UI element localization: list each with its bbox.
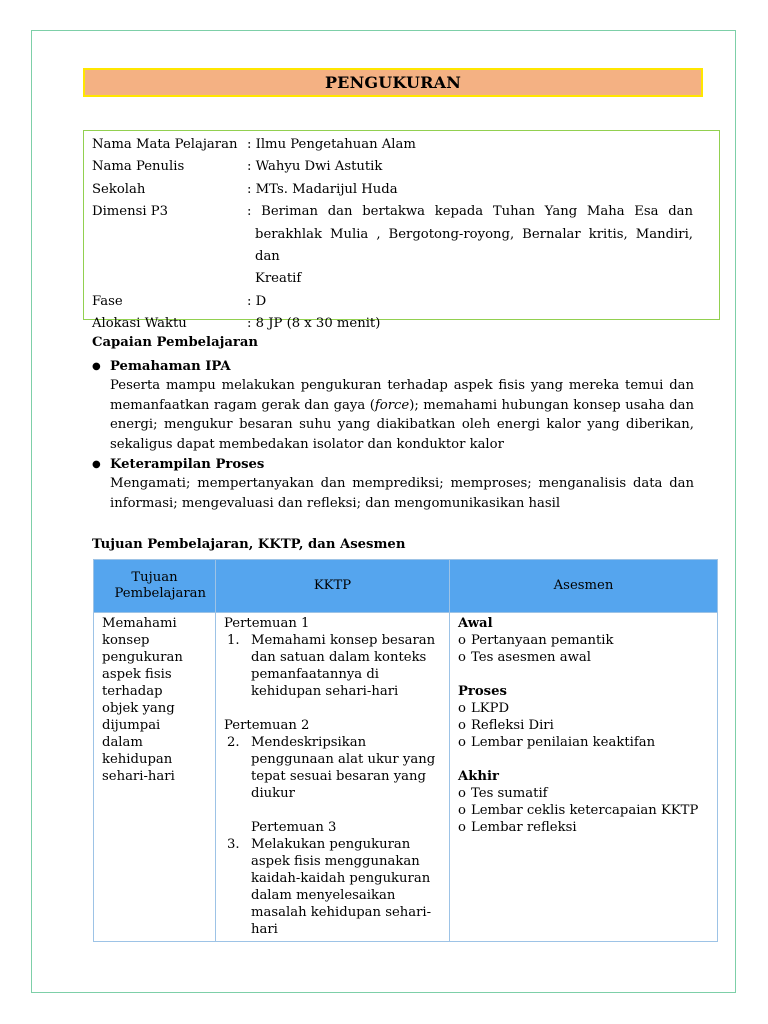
kktp-text: Memahami konsep besaran dan satuan dalam konteks pemanfaatannya di kehidupan sehari-hari (251, 633, 436, 699)
header-kktp: KKTP (216, 560, 450, 613)
info-value: : Wahyu Dwi Astutik (247, 159, 383, 175)
info-row-subject (92, 134, 693, 156)
asesmen-item (458, 717, 711, 734)
spacer (224, 802, 443, 819)
tujuan-cell (94, 613, 216, 942)
meeting-label: Pertemuan 1 (224, 616, 310, 631)
asesmen-heading: Akhir (458, 769, 499, 784)
info-value: : 8 JP (8 x 30 menit) (247, 316, 381, 332)
capaian-item (92, 357, 694, 454)
info-value: : MTs. Madarijul Huda (247, 181, 398, 197)
info-label: Fase (92, 293, 123, 309)
circle-bullet-icon: o (458, 650, 466, 665)
bullet-icon: ● (92, 361, 101, 372)
asesmen-item (458, 632, 711, 649)
kktp-text: Melakukan pengukuran aspek fisis menggunakan kaidah-kaidah pengukuran dalam menyelesaikan masalah kehidupan sehari-hari (251, 837, 432, 937)
asesmen-item (458, 785, 711, 802)
info-row-dimension (92, 201, 693, 291)
asesmen-heading: Awal (458, 616, 493, 631)
kktp-text: Mendeskripsikan penggunaan alat ukur yang tepat sesuai besaran yang diukur (251, 735, 436, 801)
kktp-item (224, 632, 443, 700)
kktp-cell (216, 613, 450, 942)
info-row-school (92, 179, 693, 201)
page-title: PENGUKURAN (83, 68, 703, 97)
asesmen-heading: Proses (458, 684, 507, 699)
info-value: : Beriman dan bertakwa kepada Tuhan Yang Maha Esa dan (247, 204, 693, 220)
kktp-num: 1. (227, 633, 240, 648)
text-part: ); memahami hubungan konsep usaha dan energi; mengukur besaran suhu yang diakibatkan oleh energi kalor yang diberikan, sekaligus dapat membedakan isolator dan konduktor kalor (110, 397, 694, 452)
info-box (83, 130, 720, 332)
asesmen-item (458, 700, 711, 717)
text-part: Peserta mampu melakukan pengukuran terhadap aspek fisis yang mereka temui dan memanfaatkan ragam gerak dan gaya ( (110, 378, 694, 413)
kktp-item (224, 836, 443, 938)
tujuan-table (93, 559, 718, 942)
kktp-num: 2. (227, 735, 240, 750)
asesmen-item (458, 802, 711, 819)
circle-bullet-icon: o (458, 820, 466, 835)
spacer (458, 751, 711, 768)
capaian-section (92, 333, 694, 514)
asesmen-item-text: Refleksi Diri (471, 718, 554, 733)
info-row-author (92, 156, 693, 178)
info-label: Nama Mata Pelajaran (92, 137, 238, 152)
meeting-label: Pertemuan 3 (251, 820, 337, 835)
capaian-item-title: Keterampilan Proses (110, 457, 265, 473)
asesmen-item-text: Pertanyaan pemantik (471, 633, 614, 648)
info-value-block (247, 201, 693, 291)
circle-bullet-icon: o (458, 701, 466, 716)
header-asesmen: Asesmen (450, 560, 718, 613)
info-label: Dimensi P3 (92, 204, 169, 220)
asesmen-item (458, 734, 711, 751)
table-header-row (94, 560, 718, 613)
circle-bullet-icon: o (458, 633, 466, 648)
header-tujuan (94, 560, 216, 613)
capaian-item-text (110, 376, 694, 454)
info-row-phase (92, 291, 693, 313)
info-label: Nama Penulis (92, 159, 185, 175)
capaian-item-text: Mengamati; mempertanyakan dan memprediksi; memproses; menganalisis data dan informasi; mengevaluasi dan refleksi; dan mengomunikasikan hasil (110, 476, 694, 511)
bullet-icon: ● (92, 459, 101, 471)
kktp-num: 3. (227, 837, 240, 852)
info-value-line3: Kreatif (255, 271, 302, 287)
circle-bullet-icon: o (458, 786, 466, 801)
asesmen-cell (450, 613, 718, 942)
text-italic: force (374, 397, 410, 413)
circle-bullet-icon: o (458, 803, 466, 818)
table-row (94, 613, 718, 942)
kktp-item (224, 734, 443, 802)
tujuan-heading: Tujuan Pembelajaran, KKTP, dan Asesmen (92, 537, 406, 552)
circle-bullet-icon: o (458, 735, 466, 750)
capaian-item (92, 455, 694, 513)
asesmen-item (458, 649, 711, 666)
capaian-heading: Capaian Pembelajaran (92, 335, 259, 350)
info-label: Alokasi Waktu (92, 316, 187, 332)
circle-bullet-icon: o (458, 718, 466, 733)
capaian-item-title: Pemahaman IPA (110, 359, 231, 374)
meeting-label: Pertemuan 2 (224, 718, 310, 733)
info-value-line2: berakhlak Mulia , Bergotong-royong, Bernalar kritis, Mandiri, dan (255, 226, 693, 265)
info-value: : Ilmu Pengetahuan Alam (247, 137, 416, 152)
info-label: Sekolah (92, 181, 146, 197)
asesmen-item-text: Tes sumatif (471, 786, 548, 801)
spacer (458, 666, 711, 683)
header-tujuan-text: Tujuan Pembelajaran (114, 569, 207, 601)
asesmen-item-text: Lembar penilaian keaktifan (471, 735, 656, 750)
asesmen-item-text: Lembar refleksi (471, 820, 577, 835)
tujuan-text: Memahami konsep pengukuran aspek fisis terhadap objek yang dijumpai dalam kehidupan sehari-hari (102, 616, 183, 784)
spacer (224, 700, 443, 717)
asesmen-item-text: Tes asesmen awal (471, 650, 591, 665)
asesmen-item-text: Lembar ceklis ketercapaian KKTP (471, 803, 699, 818)
asesmen-item-text: LKPD (471, 701, 510, 716)
info-value: : D (247, 293, 267, 309)
asesmen-item (458, 819, 711, 836)
